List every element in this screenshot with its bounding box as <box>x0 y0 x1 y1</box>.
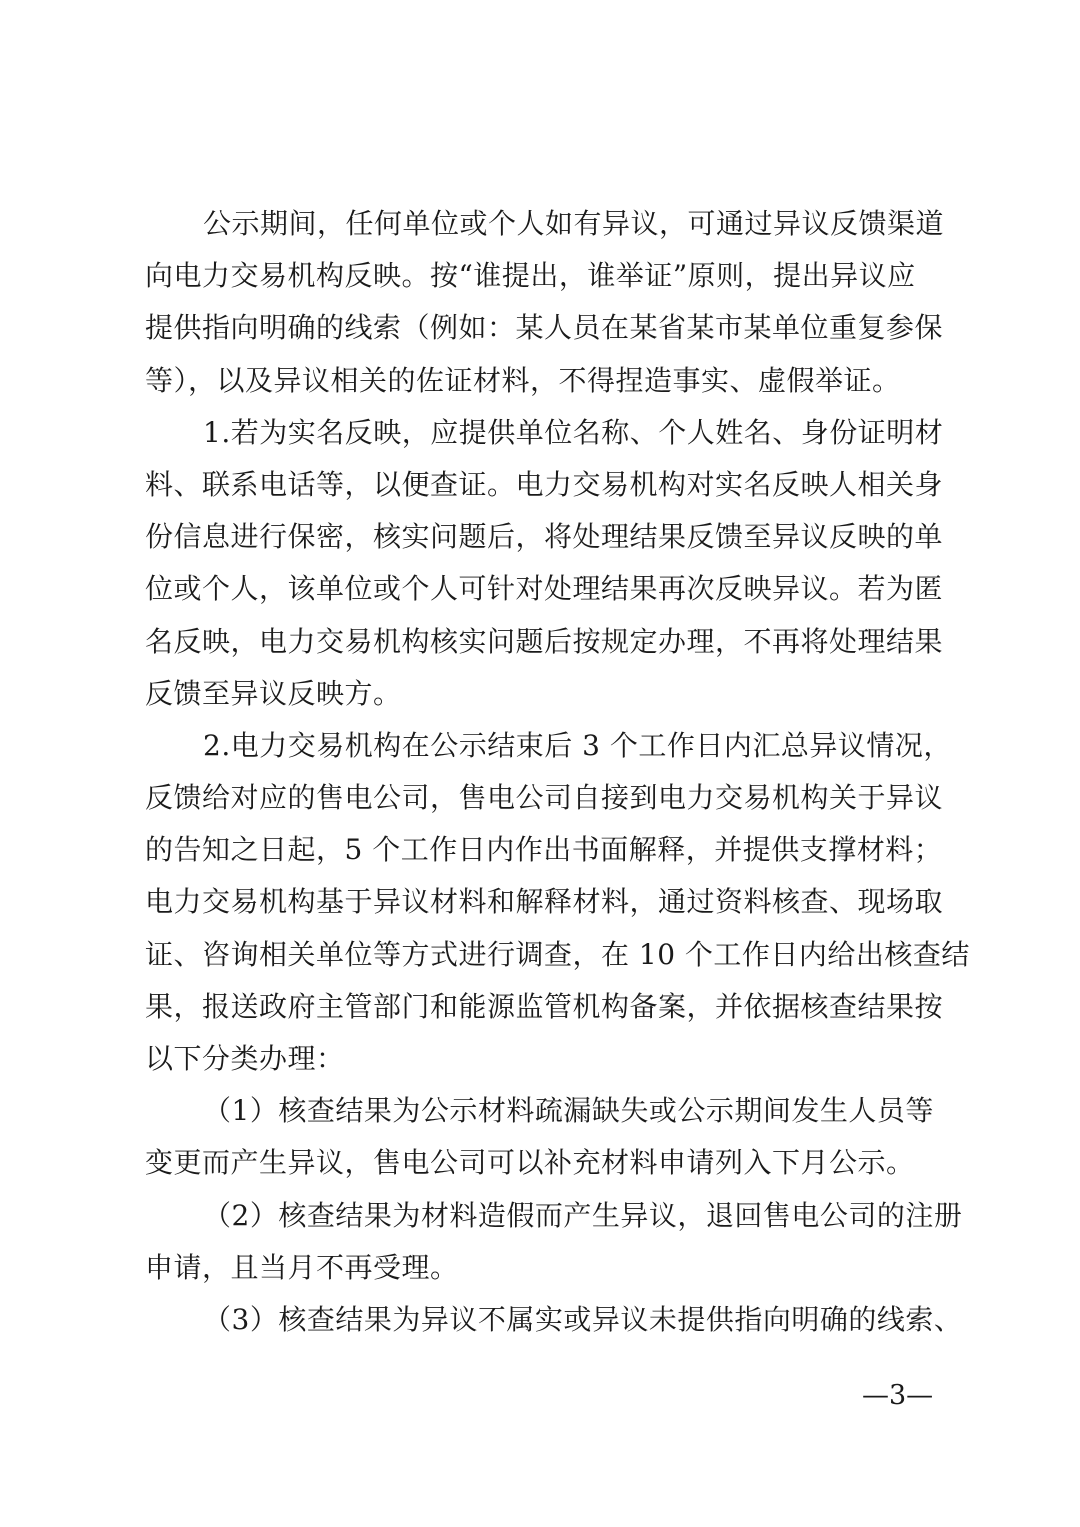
paragraph-line: （1）核查结果为公示材料疏漏缺失或公示期间发生人员等 <box>203 1094 934 1128</box>
paragraph-line: 1.若为实名反映，应提供单位名称、个人姓名、身份证明材 <box>203 415 944 449</box>
paragraph-line: 变更而产生异议，售电公司可以补充材料申请列入下月公示。 <box>145 1146 915 1180</box>
paragraph-line: 向电力交易机构反映。按“谁提出，谁举证”原则，提出异议应 <box>145 259 916 293</box>
paragraph-line: 反馈至异议反映方。 <box>145 676 402 710</box>
paragraph-line: 电力交易机构基于异议材料和解释材料，通过资料核查、现场取 <box>145 885 944 919</box>
paragraph-line: 2.电力交易机构在公示结束后 3 个工作日内汇总异议情况， <box>203 728 952 762</box>
paragraph-line: 的告知之日起，5 个工作日内作出书面解释，并提供支撑材料； <box>145 833 943 867</box>
paragraph-line: 位或个人，该单位或个人可针对处理结果再次反映异议。若为匿 <box>145 572 944 606</box>
paragraph-line: 份信息进行保密，核实问题后，将处理结果反馈至异议反映的单 <box>145 520 944 554</box>
paragraph-line: （2）核查结果为材料造假而产生异议，退回售电公司的注册 <box>203 1198 963 1232</box>
paragraph-line: 以下分类办理： <box>145 1042 345 1075</box>
document-body <box>145 198 970 1346</box>
paragraph-line: 公示期间，任何单位或个人如有异议，可通过异议反馈渠道 <box>203 207 945 240</box>
paragraph-line: 反馈给对应的售电公司，售电公司自接到电力交易机构关于异议 <box>145 781 944 815</box>
paragraph-line: 等），以及异议相关的佐证材料，不得捏造事实、虚假举证。 <box>145 363 901 397</box>
paragraph-line: （3）核查结果为异议不属实或异议未提供指向明确的线索、 <box>203 1302 963 1336</box>
paragraph-line: 证、咨询相关单位等方式进行调查，在 10 个工作日内给出核查结 <box>145 937 970 971</box>
paragraph-line: 申请，且当月不再受理。 <box>145 1250 459 1284</box>
page-number: —3— <box>862 1380 934 1411</box>
paragraph-line: 果，报送政府主管部门和能源监管机构备案，并依据核查结果按 <box>145 989 944 1023</box>
paragraph-line: 提供指向明确的线索（例如：某人员在某省某市某单位重复参保 <box>145 311 944 345</box>
paragraph-line: 料、联系电话等，以便查证。电力交易机构对实名反映人相关身 <box>145 467 944 501</box>
paragraph-line: 名反映，电力交易机构核实问题后按规定办理，不再将处理结果 <box>145 624 944 658</box>
